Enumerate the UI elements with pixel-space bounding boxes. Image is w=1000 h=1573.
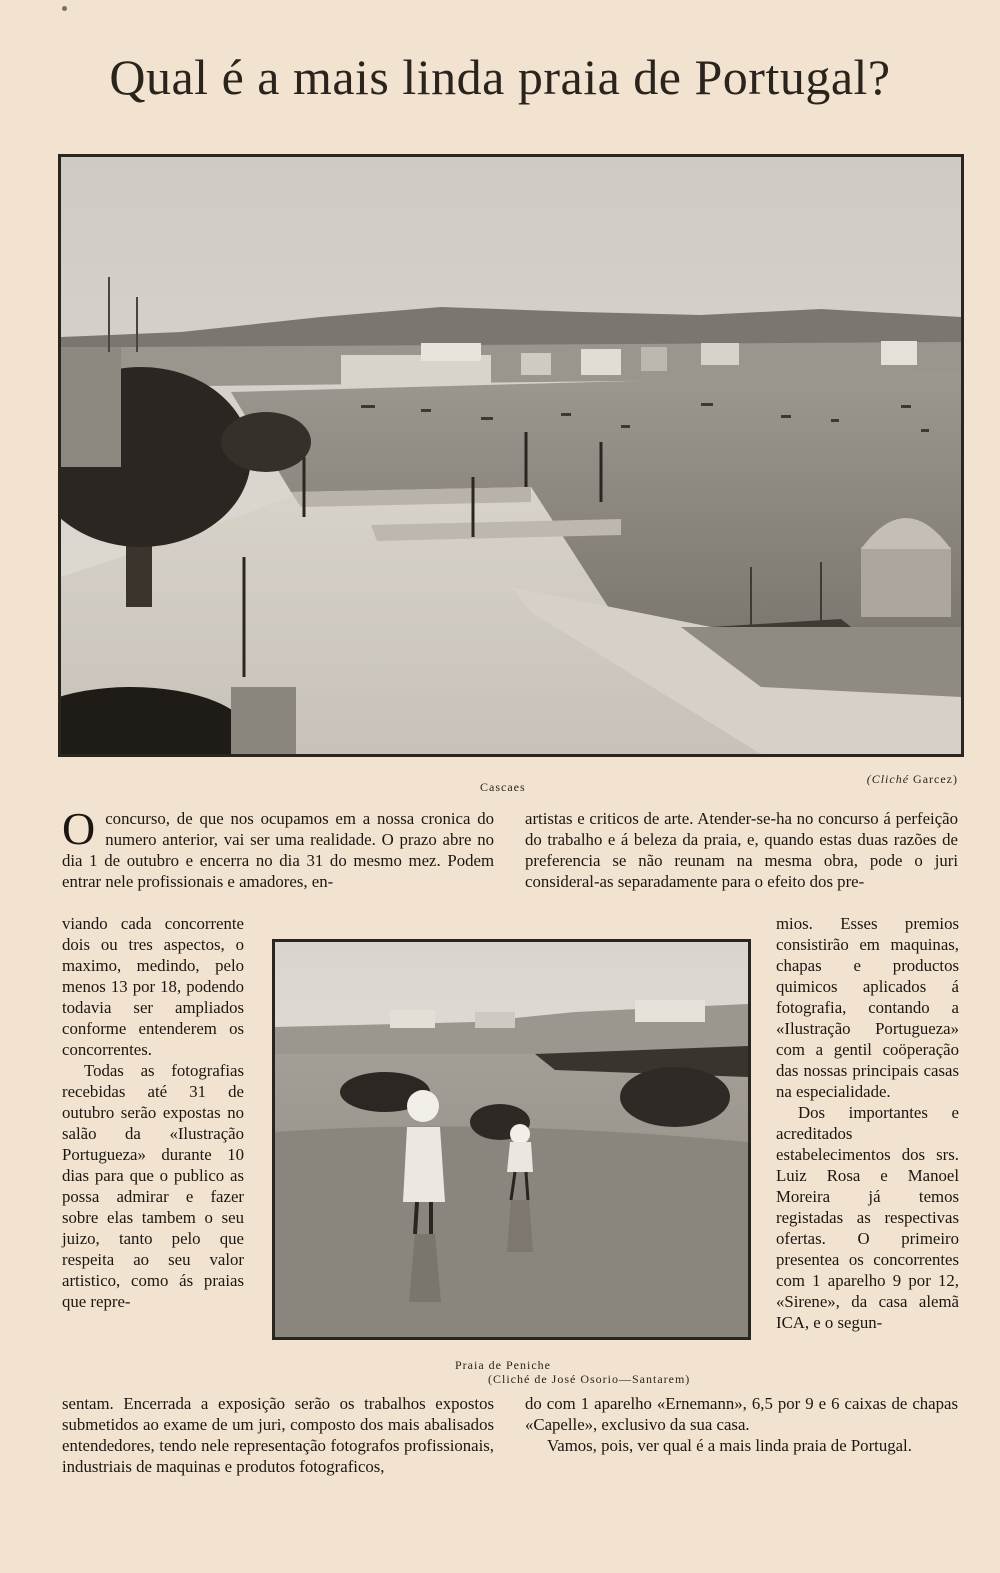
caption-peniche: Praia de Peniche <box>455 1358 551 1372</box>
photo-cascaes <box>58 154 964 757</box>
article-text-right-bottom <box>525 1393 958 1456</box>
article-text-right-narrow <box>776 913 959 1333</box>
paragraph-right-narrow-2: Dos importantes e acreditados estabelecimentos dos srs. Luiz Rosa e Manoel Moreira já temos registadas as respectivas ofertas. O primeiro presentea os concorrentes com 1 aparelho 9 por 12, «Sirene», da casa alemã ICA, e o segun- <box>776 1103 959 1332</box>
article-headline: Qual é a mais linda praia de Portugal? <box>109 49 891 105</box>
paragraph-right-bottom-2: Vamos, pois, ver qual é a mais linda praia de Portugal. <box>547 1436 912 1455</box>
credit-peniche: (Cliché de José Osorio—Santarem) <box>488 1372 691 1386</box>
photo-peniche <box>272 939 751 1340</box>
paragraph-left-narrow-1: viando cada concorrente dois ou tres aspectos, o maximo, medindo, pelo menos 13 por 18, podendo todavia ser ampliados conforme entenderem os concorrentes. <box>62 914 244 1059</box>
article-text-left-narrow <box>62 913 244 1312</box>
paragraph-right-bottom-1: do com 1 aparelho «Ernemann», 6,5 por 9 e 6 caixas de chapas «Capelle», exclusivo da sua casa. <box>525 1394 958 1434</box>
article-text-left-bottom <box>62 1393 494 1477</box>
paragraph-left-top: concurso, de que nos ocupamos em a nossa cronica do numero anterior, vai ser uma realidade. O prazo abre no dia 1 de outubro e encerra no dia 31 do mesmo mez. Podem entrar nele profissionais e amadores, en- <box>62 809 494 891</box>
paragraph-left-narrow-2: Todas as fotografias recebidas até 31 de outubro serão expostas no salão da «Ilustração Portugueza» durante 10 dias para que o publico as possa admirar e fazer sobre elas tambem o seu juizo, tanto pelo que respeita ao seu valor artistico, como ás praias que repre- <box>62 1061 244 1311</box>
paragraph-right-top: artistas e criticos de arte. Atender-se-ha no concurso á perfeição do trabalho e á beleza da praia, e, quando estas duas razões de preferencia se não reunam na mesma obra, pode o juri consideral-as separadamente para o efeito dos pre- <box>525 809 958 891</box>
paragraph-left-bottom: sentam. Encerrada a exposição serão os trabalhos expostos submetidos ao exame de um juri, composto dos mais abalisados entendedores, tendo nele representação fotografos profissionais, industriais de maquinas e produtos fotograficos, <box>62 1394 494 1476</box>
credit-cascaes-prefix: (Cliché <box>866 772 910 786</box>
credit-cascaes-name: Garcez) <box>913 772 958 786</box>
paragraph-right-narrow-1: mios. Esses premios consistirão em maquinas, chapas e productos quimicos aplicados á fotografia, contando a «Ilustração Portugueza» com a gentil coöperação das nossas principais casas na especialidade. <box>776 914 959 1101</box>
credit-cascaes <box>867 772 958 787</box>
peniche-photo-image <box>275 942 748 1337</box>
cascaes-photo-image <box>61 157 961 754</box>
article-text-left-top <box>62 803 494 892</box>
caption-cascaes: Cascaes <box>480 780 526 794</box>
drop-cap: O <box>62 803 96 854</box>
article-text-right-top <box>525 808 958 892</box>
page-speck <box>62 6 67 11</box>
